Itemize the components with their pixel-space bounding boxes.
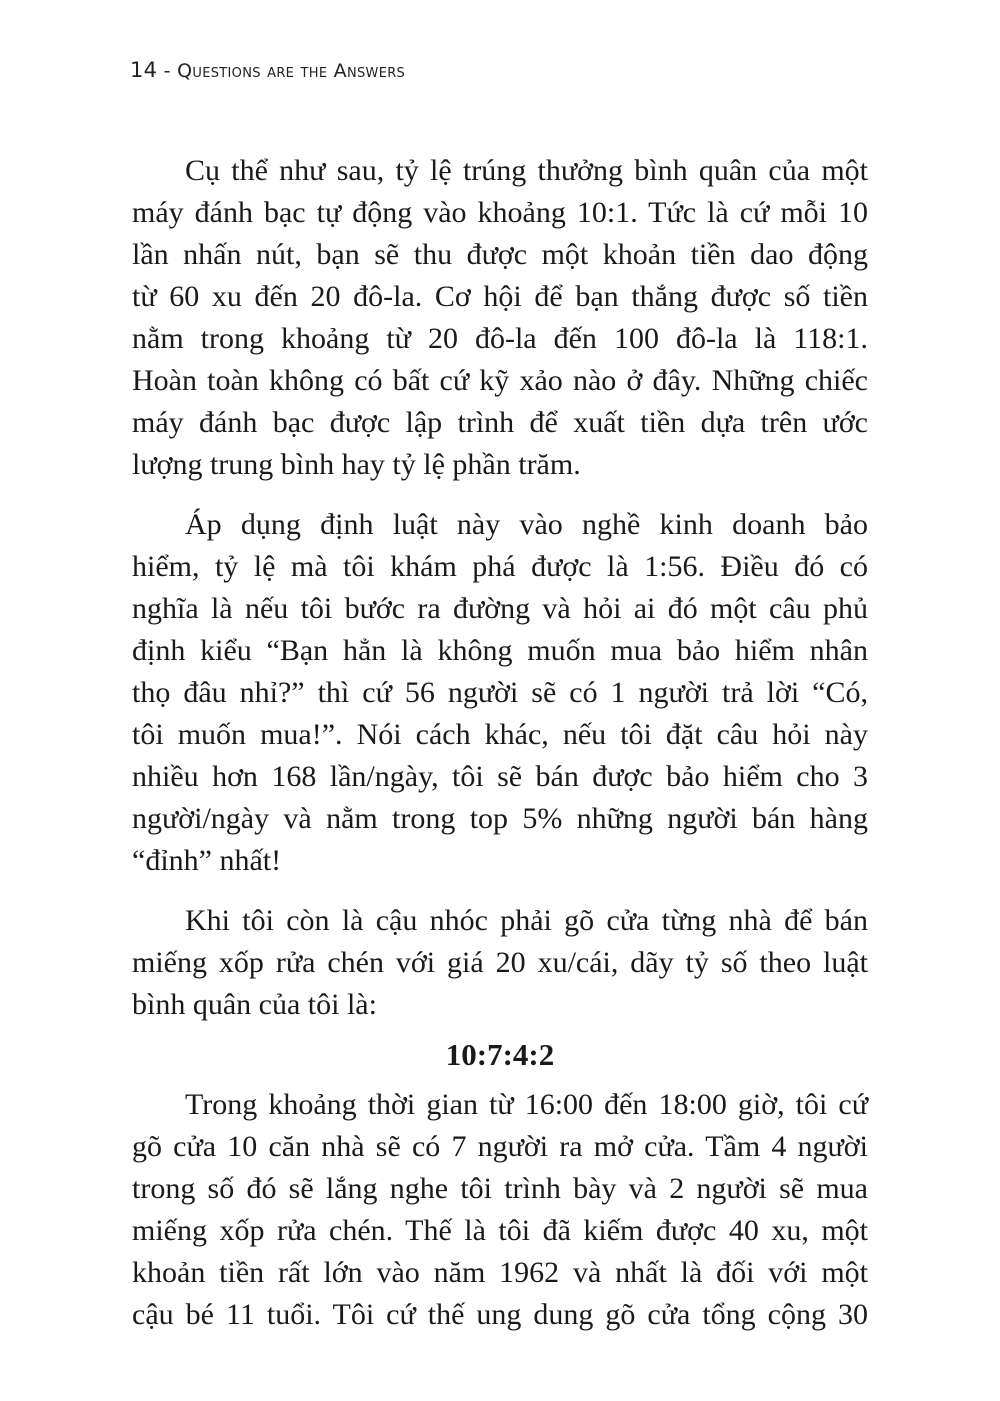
text-line: nghĩa là nếu tôi bước ra đường và hỏi ai đó một câu phủ: [132, 592, 868, 625]
text-line: hiểm, tỷ lệ mà tôi khám phá được là 1:56. Điều đó có: [132, 550, 868, 583]
ratio-heading: 10:7:4:2: [445, 1037, 555, 1072]
header-separator: -: [163, 60, 171, 82]
running-header: [130, 58, 405, 82]
book-title: Questions are the Answers: [177, 60, 406, 82]
text-line: từ 60 xu đến 20 đô-la. Cơ hội để bạn thắng được số tiền: [132, 280, 868, 313]
text-line: miếng xốp rửa chén với giá 20 xu/cái, dãy tỷ số theo luật: [132, 946, 868, 979]
paragraph-4: [132, 1084, 868, 1336]
text-line: thọ đâu nhỉ?” thì cứ 56 người sẽ có 1 người trả lời “Có,: [132, 676, 868, 709]
text-line: cậu bé 11 tuổi. Tôi cứ thế ung dung gõ cửa tổng cộng 30: [132, 1298, 868, 1331]
text-line: miếng xốp rửa chén. Thế là tôi đã kiếm được 40 xu, một: [132, 1214, 868, 1247]
text-line: lượng trung bình hay tỷ lệ phần trăm.: [132, 448, 581, 481]
paragraph-3: [132, 900, 868, 1026]
text-line: “đỉnh” nhất!: [132, 844, 282, 877]
text-line: máy đánh bạc tự động vào khoảng 10:1. Tức là cứ mỗi 10: [132, 196, 868, 229]
paragraph-1: [132, 150, 868, 486]
text-line: định kiểu “Bạn hẳn là không muốn mua bảo hiểm nhân: [132, 634, 868, 667]
text-line: Trong khoảng thời gian từ 16:00 đến 18:00 giờ, tôi cứ: [185, 1088, 868, 1121]
text-line: khoản tiền rất lớn vào năm 1962 và nhất là đối với một: [132, 1256, 868, 1289]
text-line: nằm trong khoảng từ 20 đô-la đến 100 đô-la là 118:1.: [132, 322, 868, 355]
paragraph-2: [132, 504, 868, 882]
text-line: Cụ thể như sau, tỷ lệ trúng thưởng bình quân của một: [185, 154, 868, 187]
paragraph-gap: [132, 486, 868, 504]
text-line: người/ngày và nằm trong top 5% những người bán hàng: [132, 802, 868, 835]
paragraph-gap: [132, 882, 868, 900]
text-line: nhiều hơn 168 lần/ngày, tôi sẽ bán được bảo hiểm cho 3: [132, 760, 868, 793]
text-line: gõ cửa 10 căn nhà sẽ có 7 người ra mở cửa. Tầm 4 người: [132, 1130, 868, 1163]
text-line: bình quân của tôi là:: [132, 988, 377, 1021]
text-line: máy đánh bạc được lập trình để xuất tiền dựa trên ước: [132, 406, 868, 439]
body-text: [132, 150, 868, 1336]
text-line: lần nhấn nút, bạn sẽ thu được một khoản tiền dao động: [132, 238, 868, 271]
text-line: tôi muốn mua!”. Nói cách khác, nếu tôi đặt câu hỏi này: [132, 718, 868, 751]
text-line: Hoàn toàn không có bất cứ kỹ xảo nào ở đây. Những chiếc: [132, 364, 868, 397]
text-line: Khi tôi còn là cậu nhóc phải gõ cửa từng nhà để bán: [185, 904, 868, 937]
page-number: 14: [130, 58, 158, 82]
text-line: trong số đó sẽ lắng nghe tôi trình bày và 2 người sẽ mua: [132, 1172, 868, 1205]
text-line: Áp dụng định luật này vào nghề kinh doanh bảo: [185, 508, 868, 541]
